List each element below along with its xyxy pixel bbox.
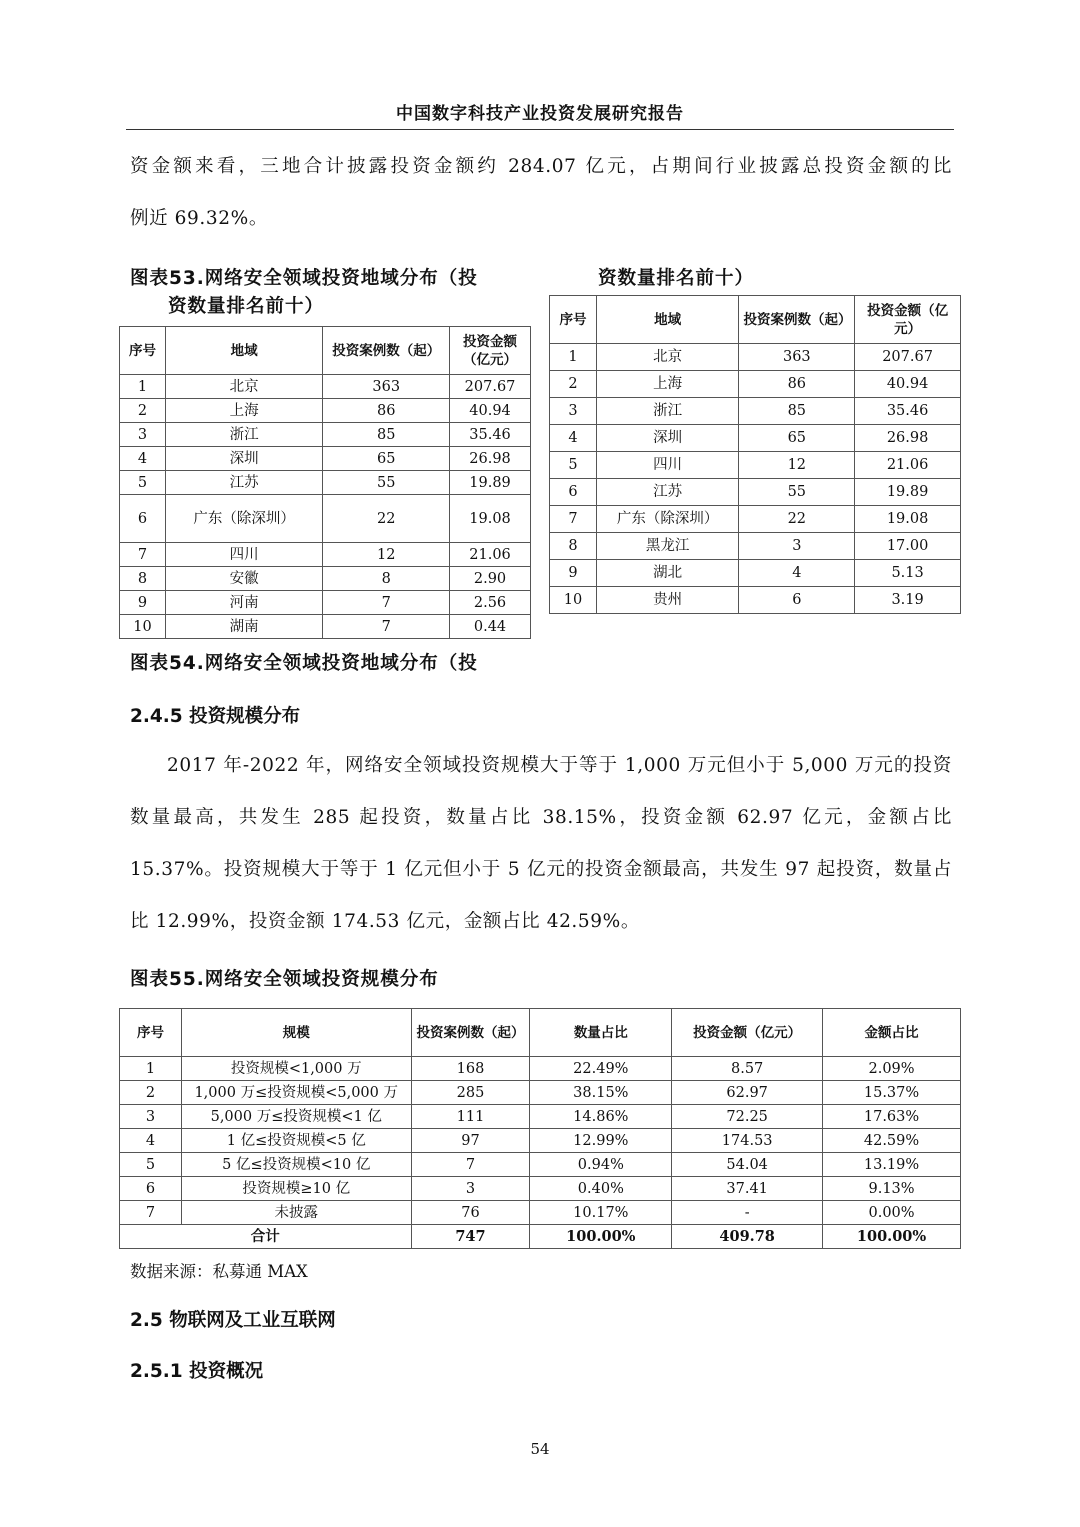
table53-cell: 江苏 bbox=[165, 471, 322, 495]
table55-cell: 0.94% bbox=[530, 1153, 672, 1177]
table53-cell: 2.90 bbox=[450, 567, 531, 591]
table54-row bbox=[550, 425, 961, 452]
table53-row bbox=[120, 543, 531, 567]
table53-cell: 12 bbox=[323, 543, 450, 567]
table53-cell: 21.06 bbox=[450, 543, 531, 567]
table55-total-cell: 747 bbox=[411, 1225, 530, 1249]
table53-cell: 207.67 bbox=[450, 375, 531, 399]
section-245-paragraph: 2017 年-2022 年，网络安全领域投资规模大于等于 1,000 万元但小于 5,000 万元的投资数量最高，共发生 285 起投资，数量占比 38.15%，投资金额 62.97 亿元，金额占比 15.37%。投资规模大于等于 1 亿元但小于 5 亿元的投资金额最高，共发生 97 起投资，数量占比 12.99%，投资金额 174.53 亿元，金额占比 42.59%。 bbox=[130, 755, 952, 932]
table55-total-cell: 409.78 bbox=[672, 1225, 823, 1249]
table55-row bbox=[120, 1129, 961, 1153]
table53-cell: 4 bbox=[120, 447, 166, 471]
table53-row bbox=[120, 471, 531, 495]
table54-cell: 19.08 bbox=[855, 506, 961, 533]
table55-cell: 97 bbox=[411, 1129, 530, 1153]
table53-cell: 7 bbox=[323, 591, 450, 615]
table53-cell: 8 bbox=[120, 567, 166, 591]
table55-header-amount: 投资金额（亿元） bbox=[672, 1009, 823, 1057]
table54-cell: 上海 bbox=[596, 371, 739, 398]
table54-cell: 四川 bbox=[596, 452, 739, 479]
table55-cell: 投资规模≥10 亿 bbox=[181, 1177, 411, 1201]
table54-cell: 湖北 bbox=[596, 560, 739, 587]
table53-cell: 9 bbox=[120, 591, 166, 615]
table55-cell: 1 亿≤投资规模<5 亿 bbox=[181, 1129, 411, 1153]
table55-cell: 62.97 bbox=[672, 1081, 823, 1105]
intro-line-1: 资金额来看，三地合计披露投资金额约 284.07 亿元，占期间行业披露总投资金额的比 bbox=[130, 156, 952, 177]
table55-cell: 1,000 万≤投资规模<5,000 万 bbox=[181, 1081, 411, 1105]
table55-cell: 5,000 万≤投资规模<1 亿 bbox=[181, 1105, 411, 1129]
table55-caption: 图表55.网络安全领域投资规模分布 bbox=[130, 969, 439, 990]
table53-caption-line1: 图表53.网络安全领域投资地域分布（投 bbox=[130, 268, 478, 289]
table55-cell: 2 bbox=[120, 1081, 182, 1105]
table54-cell: 1 bbox=[550, 344, 597, 371]
table55-cell: 3 bbox=[411, 1177, 530, 1201]
table54-cell: 85 bbox=[739, 398, 855, 425]
table55-cell: 13.19% bbox=[823, 1153, 961, 1177]
table53-cell: 86 bbox=[323, 399, 450, 423]
table54-header-index: 序号 bbox=[550, 296, 597, 344]
table53-cell: 上海 bbox=[165, 399, 322, 423]
table54-cell: 207.67 bbox=[855, 344, 961, 371]
table53-caption bbox=[130, 265, 530, 321]
table55-cell: 7 bbox=[411, 1153, 530, 1177]
table55-cell: 17.63% bbox=[823, 1105, 961, 1129]
section-245-heading: 2.4.5 投资规模分布 bbox=[130, 706, 301, 727]
table55-header-index: 序号 bbox=[120, 1009, 182, 1057]
table55-cell: 10.17% bbox=[530, 1201, 672, 1225]
table53-row bbox=[120, 447, 531, 471]
table53-cell: 0.44 bbox=[450, 615, 531, 639]
table54-header-count: 投资案例数（起） bbox=[739, 296, 855, 344]
table54-cell: 40.94 bbox=[855, 371, 961, 398]
table55-cell: 3 bbox=[120, 1105, 182, 1129]
table54-cell: 5.13 bbox=[855, 560, 961, 587]
table54-cell: 3 bbox=[739, 533, 855, 560]
table53-cell: 22 bbox=[323, 495, 450, 543]
table55-cell: 111 bbox=[411, 1105, 530, 1129]
table54-cell: 22 bbox=[739, 506, 855, 533]
table54-cell: 26.98 bbox=[855, 425, 961, 452]
table54-cell: 8 bbox=[550, 533, 597, 560]
table54-cell: 深圳 bbox=[596, 425, 739, 452]
table54-row bbox=[550, 371, 961, 398]
section-251-heading: 2.5.1 投资概况 bbox=[130, 1361, 264, 1382]
table55-cell: 0.40% bbox=[530, 1177, 672, 1201]
table53-row bbox=[120, 495, 531, 543]
table55-cell: 5 bbox=[120, 1153, 182, 1177]
table55-cell: 168 bbox=[411, 1057, 530, 1081]
table53-cell: 广东（除深圳） bbox=[165, 495, 322, 543]
table54-cell: 广东（除深圳） bbox=[596, 506, 739, 533]
table54-cell: 3 bbox=[550, 398, 597, 425]
table55-row bbox=[120, 1081, 961, 1105]
table53-cell: 浙江 bbox=[165, 423, 322, 447]
table55-cell: 54.04 bbox=[672, 1153, 823, 1177]
table54-caption-line1: 图表54.网络安全领域投资地域分布（投 bbox=[130, 653, 478, 674]
table55-row bbox=[120, 1201, 961, 1225]
table54-row bbox=[550, 479, 961, 506]
table55-cell: 1 bbox=[120, 1057, 182, 1081]
table55-cell: 4 bbox=[120, 1129, 182, 1153]
table54-cell: 江苏 bbox=[596, 479, 739, 506]
table54-cell: 10 bbox=[550, 587, 597, 614]
page-header: 中国数字科技产业投资发展研究报告 bbox=[396, 104, 684, 124]
table53-cell: 5 bbox=[120, 471, 166, 495]
table53-cell: 65 bbox=[323, 447, 450, 471]
table55-header-count: 投资案例数（起） bbox=[411, 1009, 530, 1057]
table54-row bbox=[550, 533, 961, 560]
table55-row bbox=[120, 1105, 961, 1129]
table54-cell: 4 bbox=[550, 425, 597, 452]
table54-cell: 19.89 bbox=[855, 479, 961, 506]
table53-caption-line2: 资数量排名前十） bbox=[168, 296, 325, 317]
table53-cell: 8 bbox=[323, 567, 450, 591]
table53-header-region: 地域 bbox=[165, 327, 322, 375]
table53-cell: 2 bbox=[120, 399, 166, 423]
table53-cell: 3 bbox=[120, 423, 166, 447]
table55-total-cell: 100.00% bbox=[823, 1225, 961, 1249]
table53-header-count: 投资案例数（起） bbox=[323, 327, 450, 375]
table53-row bbox=[120, 375, 531, 399]
table53-cell: 四川 bbox=[165, 543, 322, 567]
table55-cell: 76 bbox=[411, 1201, 530, 1225]
table54-caption-line2: 资数量排名前十） bbox=[598, 268, 755, 289]
table53-cell: 1 bbox=[120, 375, 166, 399]
table54-cell: 21.06 bbox=[855, 452, 961, 479]
table53-cell: 35.46 bbox=[450, 423, 531, 447]
table54-row bbox=[550, 398, 961, 425]
table55-total-cell: 合计 bbox=[120, 1225, 412, 1249]
table53-cell: 湖南 bbox=[165, 615, 322, 639]
table54-cell: 5 bbox=[550, 452, 597, 479]
table55-header-amount-share: 金额占比 bbox=[823, 1009, 961, 1057]
table53-header-index: 序号 bbox=[120, 327, 166, 375]
table53-cell: 363 bbox=[323, 375, 450, 399]
table53-cell: 7 bbox=[120, 543, 166, 567]
table55-cell: 15.37% bbox=[823, 1081, 961, 1105]
table53-cell: 85 bbox=[323, 423, 450, 447]
table54-cell: 55 bbox=[739, 479, 855, 506]
table55-header-count-share: 数量占比 bbox=[530, 1009, 672, 1057]
table53-cell: 2.56 bbox=[450, 591, 531, 615]
table54-row bbox=[550, 344, 961, 371]
table53-row bbox=[120, 423, 531, 447]
table53-cell: 19.08 bbox=[450, 495, 531, 543]
table55-cell: 6 bbox=[120, 1177, 182, 1201]
intro-paragraph bbox=[130, 141, 952, 245]
table54-cell: 北京 bbox=[596, 344, 739, 371]
table54-cell: 贵州 bbox=[596, 587, 739, 614]
table55-cell: 2.09% bbox=[823, 1057, 961, 1081]
table55-cell: 285 bbox=[411, 1081, 530, 1105]
table53-cell: 10 bbox=[120, 615, 166, 639]
table55-cell: 42.59% bbox=[823, 1129, 961, 1153]
table54-cell: 35.46 bbox=[855, 398, 961, 425]
table54-cell: 黑龙江 bbox=[596, 533, 739, 560]
table54-header-region: 地域 bbox=[596, 296, 739, 344]
table54-cell: 65 bbox=[739, 425, 855, 452]
table55-cell: - bbox=[672, 1201, 823, 1225]
table54-cell: 363 bbox=[739, 344, 855, 371]
data-source: 数据来源：私募通 MAX bbox=[130, 1262, 308, 1281]
table55-cell: 174.53 bbox=[672, 1129, 823, 1153]
table55-cell: 37.41 bbox=[672, 1177, 823, 1201]
table53-cell: 北京 bbox=[165, 375, 322, 399]
table55-cell: 8.57 bbox=[672, 1057, 823, 1081]
table54-cell: 6 bbox=[739, 587, 855, 614]
table54-header-amount: 投资金额（亿元） bbox=[855, 296, 961, 344]
table54-row bbox=[550, 560, 961, 587]
table54-cell: 9 bbox=[550, 560, 597, 587]
table53-cell: 7 bbox=[323, 615, 450, 639]
table53-row bbox=[120, 591, 531, 615]
table54-cell: 3.19 bbox=[855, 587, 961, 614]
table55-cell: 38.15% bbox=[530, 1081, 672, 1105]
table54-cell: 浙江 bbox=[596, 398, 739, 425]
table55-cell: 5 亿≤投资规模<10 亿 bbox=[181, 1153, 411, 1177]
table55-row bbox=[120, 1057, 961, 1081]
table55-cell: 22.49% bbox=[530, 1057, 672, 1081]
table55-cell: 12.99% bbox=[530, 1129, 672, 1153]
table55-header-scale: 规模 bbox=[181, 1009, 411, 1057]
table53-row bbox=[120, 399, 531, 423]
table55 bbox=[119, 1008, 961, 1249]
table54-cell: 2 bbox=[550, 371, 597, 398]
table54-cell: 4 bbox=[739, 560, 855, 587]
intro-line-2: 例近 69.32%。 bbox=[130, 208, 268, 229]
section-25-heading: 2.5 物联网及工业互联网 bbox=[130, 1310, 336, 1331]
table55-cell: 9.13% bbox=[823, 1177, 961, 1201]
table55-cell: 未披露 bbox=[181, 1201, 411, 1225]
table53-cell: 河南 bbox=[165, 591, 322, 615]
header-divider bbox=[126, 129, 954, 130]
table53-cell: 深圳 bbox=[165, 447, 322, 471]
table55-cell: 0.00% bbox=[823, 1201, 961, 1225]
table53-cell: 6 bbox=[120, 495, 166, 543]
table54-cell: 17.00 bbox=[855, 533, 961, 560]
table55-total-row bbox=[120, 1225, 961, 1249]
table54-cell: 86 bbox=[739, 371, 855, 398]
table53-row bbox=[120, 615, 531, 639]
table55-row bbox=[120, 1153, 961, 1177]
table55-cell: 72.25 bbox=[672, 1105, 823, 1129]
table54-row bbox=[550, 587, 961, 614]
table54-cell: 12 bbox=[739, 452, 855, 479]
table53-header-amount: 投资金额（亿元） bbox=[450, 327, 531, 375]
table55-cell: 14.86% bbox=[530, 1105, 672, 1129]
table54 bbox=[549, 295, 961, 614]
table55-row bbox=[120, 1177, 961, 1201]
table54-row bbox=[550, 452, 961, 479]
table53-cell: 26.98 bbox=[450, 447, 531, 471]
table55-cell: 投资规模<1,000 万 bbox=[181, 1057, 411, 1081]
table54-cell: 6 bbox=[550, 479, 597, 506]
table53-cell: 19.89 bbox=[450, 471, 531, 495]
table54-row bbox=[550, 506, 961, 533]
table55-total-cell: 100.00% bbox=[530, 1225, 672, 1249]
table53-row bbox=[120, 567, 531, 591]
table53 bbox=[119, 326, 531, 639]
table53-cell: 40.94 bbox=[450, 399, 531, 423]
table53-cell: 安徽 bbox=[165, 567, 322, 591]
table55-cell: 7 bbox=[120, 1201, 182, 1225]
page-number: 54 bbox=[530, 1440, 550, 1458]
table54-cell: 7 bbox=[550, 506, 597, 533]
table53-cell: 55 bbox=[323, 471, 450, 495]
